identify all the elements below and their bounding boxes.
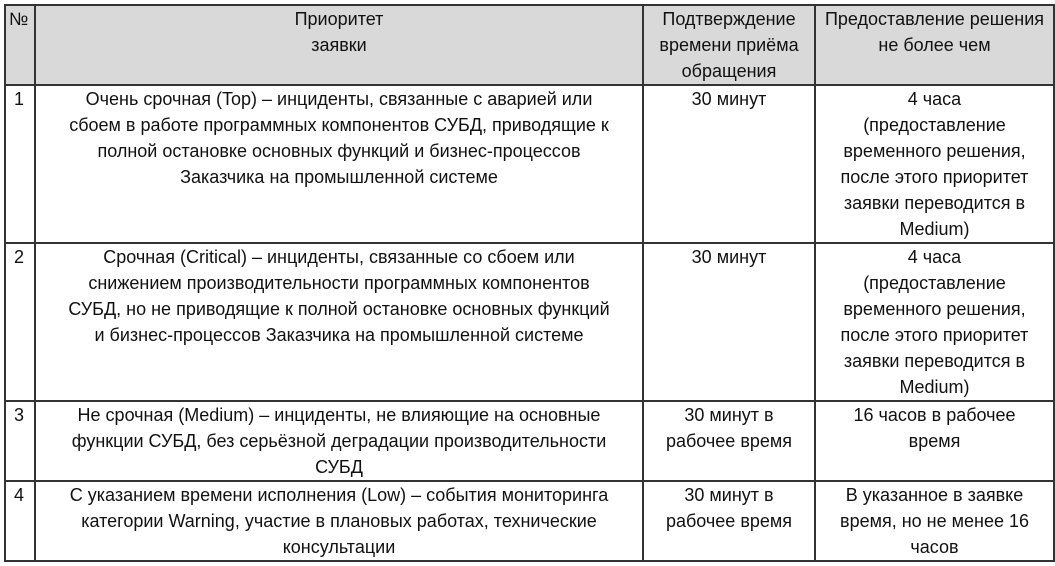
resolution-time: 4 часа (предоставление временного решения, после этого приоритет заявки переводится в Medium) (815, 243, 1054, 401)
header-confirmation-time: Подтверждение времени приёма обращения (643, 5, 815, 85)
priority-table (4, 4, 1055, 562)
row-number: 1 (5, 85, 35, 243)
row-number: 2 (5, 243, 35, 401)
table-row (5, 481, 1054, 561)
table-row (5, 401, 1054, 481)
priority-description: С указанием времени исполнения (Low) – события мониторинга категории Warning, участие в плановых работах, технические консультации (35, 481, 643, 561)
confirmation-time: 30 минут (643, 85, 815, 243)
table-header-row (5, 5, 1054, 85)
header-number: № (5, 5, 35, 85)
header-priority: Приоритет заявки (35, 5, 643, 85)
row-number: 4 (5, 481, 35, 561)
resolution-time: 16 часов в рабочее время (815, 401, 1054, 481)
row-number: 3 (5, 401, 35, 481)
resolution-time: 4 часа (предоставление временного решения, после этого приоритет заявки переводится в Medium) (815, 85, 1054, 243)
priority-description: Очень срочная (Top) – инциденты, связанные с аварией или сбоем в работе программных компонентов СУБД, приводящие к полной остановке основных функций и бизнес-процессов Заказчика на промышленной системе (35, 85, 643, 243)
header-resolution-time: Предоставление решения не более чем (815, 5, 1054, 85)
priority-description: Не срочная (Medium) – инциденты, не влияющие на основные функции СУБД, без серьёзной деградации производительности СУБД (35, 401, 643, 481)
priority-description: Срочная (Critical) – инциденты, связанные со сбоем или снижением производительности программных компонентов СУБД, но не приводящие к полной остановке основных функций и бизнес-процессов Заказчика на промышленной системе (35, 243, 643, 401)
confirmation-time: 30 минут (643, 243, 815, 401)
resolution-time: В указанное в заявке время, но не менее 16 часов (815, 481, 1054, 561)
confirmation-time: 30 минут в рабочее время (643, 401, 815, 481)
table-row (5, 85, 1054, 243)
table-row (5, 243, 1054, 401)
confirmation-time: 30 минут в рабочее время (643, 481, 815, 561)
